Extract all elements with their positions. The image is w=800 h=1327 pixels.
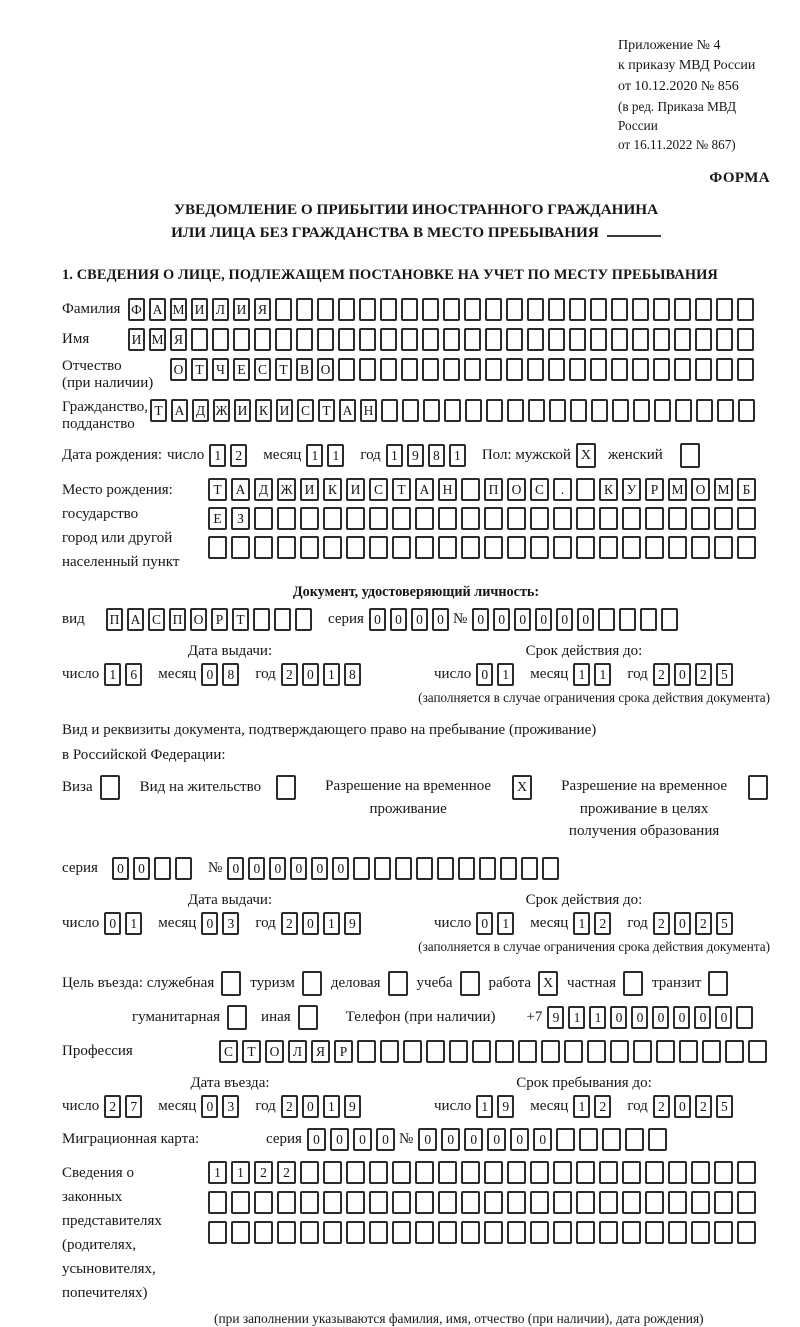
doc-valid-year-cells[interactable]: 2 0 2 5	[653, 663, 737, 686]
visa-option	[62, 775, 120, 800]
entry-month-cells[interactable]: 0 3	[201, 1095, 243, 1118]
patronymic-note: (при наличии)	[62, 374, 154, 391]
sex-male-label: Пол: мужской	[481, 446, 571, 463]
year-label: год	[627, 1097, 648, 1114]
purpose-transit-option	[652, 971, 728, 996]
purpose-humanitarian-option	[132, 1005, 247, 1030]
residence-permit-checkbox[interactable]	[276, 775, 296, 800]
section1-heading: 1. СВЕДЕНИЯ О ЛИЦЕ, ПОДЛЕЖАЩЕМ ПОСТАНОВКЕ НА УЧЕТ ПО МЕСТУ ПРЕБЫВАНИЯ	[62, 266, 718, 283]
year-label: год	[627, 914, 648, 931]
birthplace-row	[62, 478, 770, 574]
month-label: месяц	[158, 914, 197, 931]
mig-number-cells[interactable]: 0 0 0 0 0 0	[418, 1128, 671, 1151]
purpose-other-option	[261, 1005, 318, 1030]
entry-purpose-row	[62, 971, 770, 996]
res-number-cells[interactable]: 0 0 0 0 0 0	[227, 857, 563, 880]
appendix-line: (в ред. Приказа МВД России	[618, 98, 737, 134]
birthdate-row	[62, 443, 770, 468]
valid-until-heading: Срок действия до:	[525, 642, 643, 659]
purpose-study-checkbox[interactable]	[460, 971, 480, 996]
res-valid-year-cells[interactable]: 2 0 2 5	[653, 912, 737, 935]
doc-issue-year-cells[interactable]: 2 0 1 8	[281, 663, 365, 686]
res-valid-col	[398, 892, 770, 955]
birthplace-cells-row2[interactable]: Е З	[208, 507, 760, 530]
migration-card-label: Миграционная карта:	[62, 1130, 200, 1147]
stay-until-heading: Срок пребывания до:	[516, 1074, 652, 1091]
residence-permit-label: Вид на жительство	[139, 779, 262, 796]
surname-label: Фамилия	[62, 300, 121, 317]
mig-series-cells[interactable]: 0 0 0 0	[307, 1128, 399, 1151]
doc-dates-section	[62, 643, 770, 706]
residence-permit-option	[140, 775, 296, 800]
purpose-other-checkbox[interactable]	[298, 1005, 318, 1030]
document-type-label: вид	[62, 610, 85, 627]
visa-checkbox[interactable]	[100, 775, 120, 800]
birthplace-cells-block	[208, 478, 760, 559]
residence-doc-paragraph: Вид и реквизиты документа, подтверждающего право на пребывание (проживание) в Российской Федерации:	[62, 721, 597, 763]
temp-permit-checkbox[interactable]: X	[512, 775, 532, 800]
profession-cells[interactable]: С Т О Л Я Р	[219, 1040, 771, 1063]
purpose-humanitarian-label: гуманитарная	[132, 1008, 221, 1025]
doc-number-sign: №	[452, 610, 468, 627]
legal-representatives-section	[62, 1161, 770, 1305]
purpose-other-label: иная	[261, 1008, 291, 1025]
edu-permit-checkbox[interactable]	[748, 775, 768, 800]
appendix-line: от 10.12.2020 № 856	[618, 78, 739, 94]
day-label: число	[167, 446, 205, 463]
issue-date-heading: Дата выдачи:	[187, 642, 273, 659]
entry-date-heading: Дата въезда:	[190, 1074, 270, 1091]
birthplace-label: Место рождения: государство город или другой населенный пункт	[62, 481, 180, 570]
doc-series-label: серия	[328, 610, 364, 627]
birth-month-cells[interactable]: 1 1	[306, 444, 348, 467]
res-series-label: серия	[62, 859, 98, 876]
purpose-study-option	[417, 971, 480, 996]
legal-cells-row3[interactable]	[208, 1221, 760, 1244]
legal-representatives-cells	[208, 1161, 760, 1305]
legal-note: (при заполнении указываются фамилия, имя, отчество (при наличии), дата рождения)	[214, 1310, 704, 1326]
purpose-official-option	[62, 971, 241, 996]
phone-label: Телефон (при наличии)	[345, 1008, 496, 1025]
res-valid-day-cells[interactable]: 0 1	[476, 912, 518, 935]
birthplace-cells-row1[interactable]: Т А Д Ж И К И С Т А Н П О С . К У Р М О М Б	[208, 478, 760, 501]
legal-cells-row1[interactable]: 1 1 2 2	[208, 1161, 760, 1184]
doc-issue-day-cells[interactable]: 1 6	[104, 663, 146, 686]
res-issue-col	[62, 892, 398, 955]
edu-permit-option	[548, 775, 768, 843]
residence-series-row	[62, 857, 770, 880]
month-label: месяц	[263, 446, 302, 463]
purpose-business-label: деловая	[330, 974, 381, 991]
entry-year-cells[interactable]: 2 0 1 9	[281, 1095, 365, 1118]
day-label: число	[434, 665, 472, 682]
legal-cells-row2[interactable]	[208, 1191, 760, 1214]
document-type-row	[62, 608, 770, 631]
entry-day-cells[interactable]: 2 7	[104, 1095, 146, 1118]
sex-female-label: женский	[607, 446, 663, 463]
stay-until-col	[398, 1075, 770, 1118]
purpose-second-row	[132, 1005, 770, 1030]
stay-month-cells[interactable]: 1 2	[573, 1095, 615, 1118]
document-type-cells[interactable]: П А С П О Р Т	[106, 608, 316, 631]
purpose-humanitarian-checkbox[interactable]	[227, 1005, 247, 1030]
purpose-business-option	[331, 971, 408, 996]
purpose-tourism-label: туризм	[250, 974, 295, 991]
sex-female-checkbox[interactable]	[680, 443, 700, 468]
purpose-work-option	[489, 971, 559, 996]
purpose-transit-checkbox[interactable]	[708, 971, 728, 996]
doc-valid-col	[398, 643, 770, 706]
issue-date-heading: Дата выдачи:	[187, 891, 273, 908]
year-label: год	[255, 914, 276, 931]
entry-date-col	[62, 1075, 398, 1118]
day-label: число	[434, 914, 472, 931]
purpose-tourism-checkbox[interactable]	[302, 971, 322, 996]
sex-male-checkbox[interactable]: X	[576, 443, 596, 468]
doc-valid-day-cells[interactable]: 0 1	[476, 663, 518, 686]
name-cells[interactable]: И М Я	[128, 328, 758, 351]
appendix-line: к приказу МВД России	[618, 58, 756, 74]
month-label: месяц	[530, 1097, 569, 1114]
month-label: месяц	[530, 665, 569, 682]
form-title-line2: ИЛИ ЛИЦА БЕЗ ГРАЖДАНСТВА В МЕСТО ПРЕБЫВАНИЯ	[171, 224, 599, 242]
surname-row	[62, 298, 770, 321]
purpose-business-checkbox[interactable]	[388, 971, 408, 996]
year-label: год	[360, 446, 381, 463]
purpose-study-label: учеба	[416, 974, 453, 991]
mig-number-sign: №	[398, 1130, 414, 1147]
res-number-sign: №	[208, 859, 223, 876]
day-label: число	[62, 1097, 100, 1114]
doc-issue-month-cells[interactable]: 0 8	[201, 663, 243, 686]
profession-label: Профессия	[62, 1042, 133, 1059]
day-label: число	[434, 1097, 472, 1114]
res-issue-day-cells[interactable]: 0 1	[104, 912, 146, 935]
residence-permit-row	[62, 775, 770, 843]
birth-day-cells[interactable]: 1 2	[209, 444, 251, 467]
phone-cells[interactable]: 9 1 1 0 0 0 0 0 0	[547, 1006, 757, 1029]
purpose-work-checkbox[interactable]: X	[538, 971, 558, 996]
purpose-label: Цель въезда: служебная	[62, 974, 215, 991]
stay-year-cells[interactable]: 2 0 2 5	[653, 1095, 737, 1118]
day-label: число	[62, 914, 100, 931]
phone-prefix: +7	[526, 1008, 543, 1025]
birthdate-label: Дата рождения:	[62, 446, 163, 463]
patronymic-row	[62, 358, 770, 392]
patronymic-cells[interactable]: О Т Ч Е С Т В О	[170, 358, 758, 381]
name-label: Имя	[62, 330, 90, 347]
validity-note: (заполняется в случае ограничения срока действия документа)	[418, 689, 770, 705]
res-series-cells[interactable]: 0 0	[112, 857, 196, 880]
entry-dates-section	[62, 1075, 770, 1118]
res-issue-year-cells[interactable]: 2 0 1 9	[281, 912, 365, 935]
year-label: год	[255, 665, 276, 682]
legal-representatives-label: Сведения о законных представителях (родителях, усыновителях, попечителях)	[62, 1164, 162, 1301]
doc-valid-month-cells[interactable]: 1 1	[573, 663, 615, 686]
citizenship-row	[62, 399, 770, 433]
res-valid-month-cells[interactable]: 1 2	[573, 912, 615, 935]
month-label: месяц	[158, 665, 197, 682]
purpose-tourism-option	[250, 971, 322, 996]
valid-until-heading: Срок действия до:	[525, 891, 643, 908]
year-label: год	[255, 1097, 276, 1114]
title-blank-underline	[607, 235, 661, 237]
temp-permit-label: Разрешение на временное проживание	[325, 778, 492, 817]
res-issue-month-cells[interactable]: 0 3	[201, 912, 243, 935]
purpose-work-label: работа	[488, 974, 532, 991]
doc-number-cells[interactable]: 0 0 0 0 0 0	[472, 608, 682, 631]
month-label: месяц	[158, 1097, 197, 1114]
citizenship-label: Гражданство, подданство	[62, 398, 149, 432]
purpose-transit-label: транзит	[652, 974, 702, 991]
appendix-header	[618, 36, 770, 154]
appendix-line: от 16.11.2022 № 867)	[618, 137, 736, 153]
purpose-private-option	[567, 971, 643, 996]
appendix-line: Приложение № 4	[618, 38, 721, 53]
purpose-private-label: частная	[567, 974, 617, 991]
birth-year-cells[interactable]: 1 9 8 1	[386, 444, 470, 467]
form-title	[62, 199, 770, 245]
form-title-line1: УВЕДОМЛЕНИЕ О ПРИБЫТИИ ИНОСТРАННОГО ГРАЖДАНИНА	[173, 201, 659, 219]
temp-permit-option	[312, 775, 532, 820]
name-row	[62, 328, 770, 351]
residence-dates-section	[62, 892, 770, 955]
profession-row	[62, 1040, 770, 1063]
surname-cells[interactable]: Ф А М И Л И Я	[128, 298, 758, 321]
purpose-official-checkbox[interactable]	[221, 971, 241, 996]
mig-series-label: серия	[266, 1130, 302, 1147]
stay-day-cells[interactable]: 1 9	[476, 1095, 518, 1118]
validity-note: (заполняется в случае ограничения срока действия документа)	[418, 938, 770, 954]
citizenship-cells[interactable]: Т А Д Ж И К И С Т А Н	[150, 399, 759, 422]
doc-series-cells[interactable]: 0 0 0 0	[369, 608, 453, 631]
purpose-private-checkbox[interactable]	[623, 971, 643, 996]
migration-card-row	[62, 1128, 770, 1151]
birthplace-cells-row3[interactable]	[208, 536, 760, 559]
edu-permit-label: Разрешение на временное проживание в целях получения образования	[561, 778, 728, 840]
forma-label: ФОРМА	[709, 170, 770, 187]
identity-document-heading: Документ, удостоверяющий личность:	[292, 583, 540, 600]
visa-label: Виза	[62, 779, 93, 796]
doc-issue-col	[62, 643, 398, 706]
year-label: год	[627, 665, 648, 682]
patronymic-label: Отчество (при наличии)	[62, 358, 170, 392]
day-label: число	[62, 665, 100, 682]
month-label: месяц	[530, 914, 569, 931]
